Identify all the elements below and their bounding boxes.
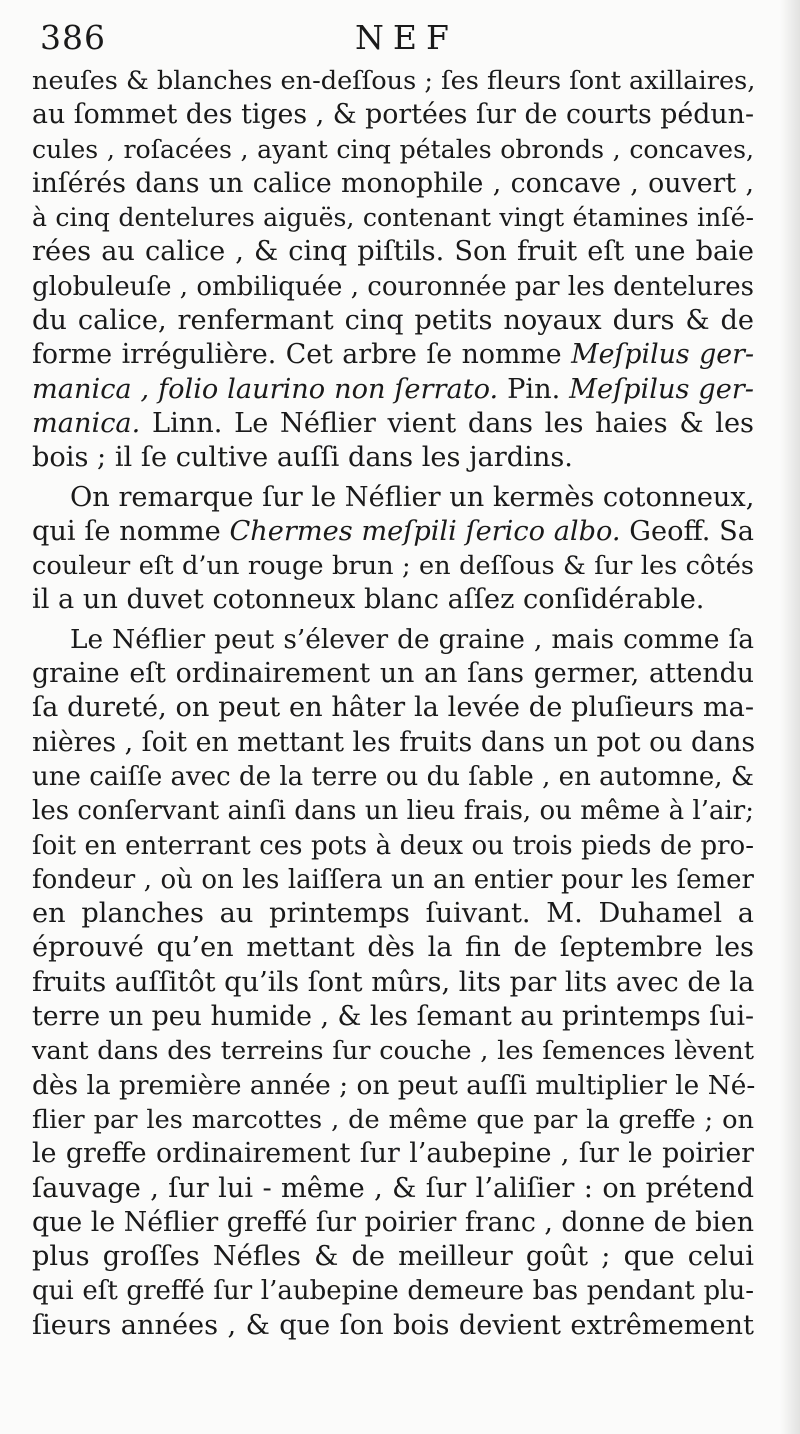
page-edge-shadow — [780, 0, 800, 1434]
text-line — [32, 760, 754, 794]
text-run: il a un duvet cotonneux blanc aſſez conſidérable. — [32, 584, 705, 616]
paragraph — [32, 481, 754, 618]
text-line — [32, 338, 754, 372]
text-run: forme irrégulière. Cet arbre ſe nomme — [32, 339, 572, 371]
text-run: plus groſſes Néfles & de meilleur goût ; que celui — [32, 1241, 754, 1273]
text-line — [32, 373, 754, 407]
text-run: On remarque ſur le Néflier un kermès cotonneux, — [70, 481, 755, 513]
text-run: Le Néflier peut s’élever de graine , mais comme ſa — [70, 623, 754, 655]
text-line — [32, 64, 754, 98]
text-run: ſa dureté, on peut en hâter la levée de pluſieurs ma- — [32, 692, 754, 724]
text-run: à cinq dentelures aiguës, contenant vingt étamines inſé- — [32, 203, 754, 233]
latin-name: manica. — [32, 407, 141, 439]
text-line — [32, 441, 754, 475]
text-line — [32, 304, 754, 338]
text-line — [32, 1172, 754, 1206]
text-line — [32, 1137, 754, 1171]
text-run: bois ; il ſe cultive auſſi dans les jardins. — [32, 442, 573, 474]
text-line — [32, 1274, 754, 1308]
text-line — [32, 863, 754, 897]
running-title: NEF — [355, 18, 458, 57]
text-run: Linn. Le Néflier vient dans les haies & les — [140, 407, 754, 439]
text-run: ſieurs années , & que ſon bois devient extrêmement — [32, 1309, 754, 1341]
text-line — [32, 1103, 754, 1137]
text-line — [32, 481, 754, 515]
text-line — [32, 1034, 754, 1068]
text-run: qui eſt greffé ſur l’aubepine demeure bas pendant plu- — [32, 1276, 754, 1307]
text-line — [32, 897, 754, 931]
text-line — [32, 133, 754, 167]
text-line — [32, 1000, 754, 1034]
paragraph — [32, 623, 754, 1343]
body-text — [32, 64, 754, 1343]
text-line — [32, 167, 754, 201]
latin-name: Chermes meſpili ſerico albo. — [229, 515, 621, 547]
text-line — [32, 829, 754, 863]
text-line — [32, 1309, 754, 1343]
text-run: fondeur , où on les laiſſera un an entier pour les ſemer — [32, 864, 754, 895]
text-run: au ſommet des tiges , & portées ſur de courts pédun- — [32, 99, 754, 131]
text-line — [32, 201, 754, 235]
text-line — [32, 623, 754, 657]
text-run: graine eſt ordinairement un an ſans germer, attendu — [32, 658, 754, 690]
text-line — [32, 966, 754, 1000]
text-line — [32, 726, 754, 760]
text-line — [32, 1240, 754, 1274]
text-line — [32, 657, 754, 691]
text-line — [32, 691, 754, 725]
text-line — [32, 235, 754, 269]
text-run: le greffe ordinairement ſur l’aubepine , ſur le poirier — [32, 1138, 754, 1170]
text-run: vant dans des terreins ſur couche , les ſemences lèvent — [32, 1036, 754, 1067]
text-line — [32, 931, 754, 965]
text-run: Geoff. Sa — [620, 515, 754, 547]
text-line — [32, 1206, 754, 1240]
text-run: qui ſe nomme — [32, 515, 230, 547]
text-run: du calice, renfermant cinq petits noyaux durs & de — [32, 305, 754, 337]
text-run: rées au calice , & cinq piſtils. Son fruit eſt une baie — [32, 236, 754, 268]
text-line — [32, 515, 754, 549]
page-number: 386 — [40, 18, 106, 57]
text-run: ſoit en enterrant ces pots à deux ou trois pieds de pro- — [32, 830, 754, 861]
text-line — [32, 549, 754, 583]
text-line — [32, 407, 754, 441]
text-run: terre un peu humide , & les ſemant au printemps ſui- — [32, 1001, 755, 1033]
text-run: une caiſſe avec de la terre ou du ſable , en automne, & — [32, 761, 754, 792]
latin-name: Meſpilus ger- — [569, 373, 754, 405]
text-run: inſérés dans un calice monophile , concave , ouvert , — [32, 167, 754, 199]
text-line — [32, 1069, 754, 1103]
latin-name: manica , folio laurino non ſerrato. — [32, 373, 499, 405]
text-run: ſauvage , ſur lui - même , & ſur l’aliſier : on prétend — [32, 1172, 754, 1204]
text-run: flier par les marcottes , de même que par la greffe ; on — [32, 1104, 754, 1135]
text-run: neuſes & blanches en-deſſous ; ſes fleurs ſont axillaires, — [32, 66, 756, 96]
text-run: éprouvé qu’en mettant dès la fin de ſeptembre les — [32, 932, 754, 964]
text-run: couleur eſt d’un rouge brun ; en deſſous & ſur les côtés — [32, 551, 754, 582]
text-run: nières , ſoit en mettant les fruits dans un pot ou dans — [32, 726, 756, 758]
text-run: dès la première année ; on peut auſſi multiplier le Né- — [32, 1069, 756, 1101]
latin-name: Meſpilus ger- — [571, 339, 754, 371]
text-run: globuleuſe , ombiliquée , couronnée par les dentelures — [32, 271, 754, 302]
text-run: fruits auſſitôt qu’ils ſont mûrs, lits par lits avec de la — [32, 966, 755, 998]
text-run: les conſervant ainſi dans un lieu frais, ou même à l’air; — [32, 796, 754, 827]
text-line — [32, 583, 754, 617]
paragraph — [32, 64, 754, 476]
text-run: cules , roſacées , ayant cinq pétales obronds , concaves, — [32, 134, 754, 164]
text-line — [32, 794, 754, 828]
text-line — [32, 270, 754, 304]
text-run: Pin. — [498, 373, 570, 405]
text-line — [32, 98, 754, 132]
running-head — [40, 18, 760, 68]
text-run: en planches au printemps ſuivant. M. Duhamel a — [32, 898, 754, 930]
text-run: que le Néflier greffé ſur poirier franc , donne de bien — [32, 1206, 754, 1238]
